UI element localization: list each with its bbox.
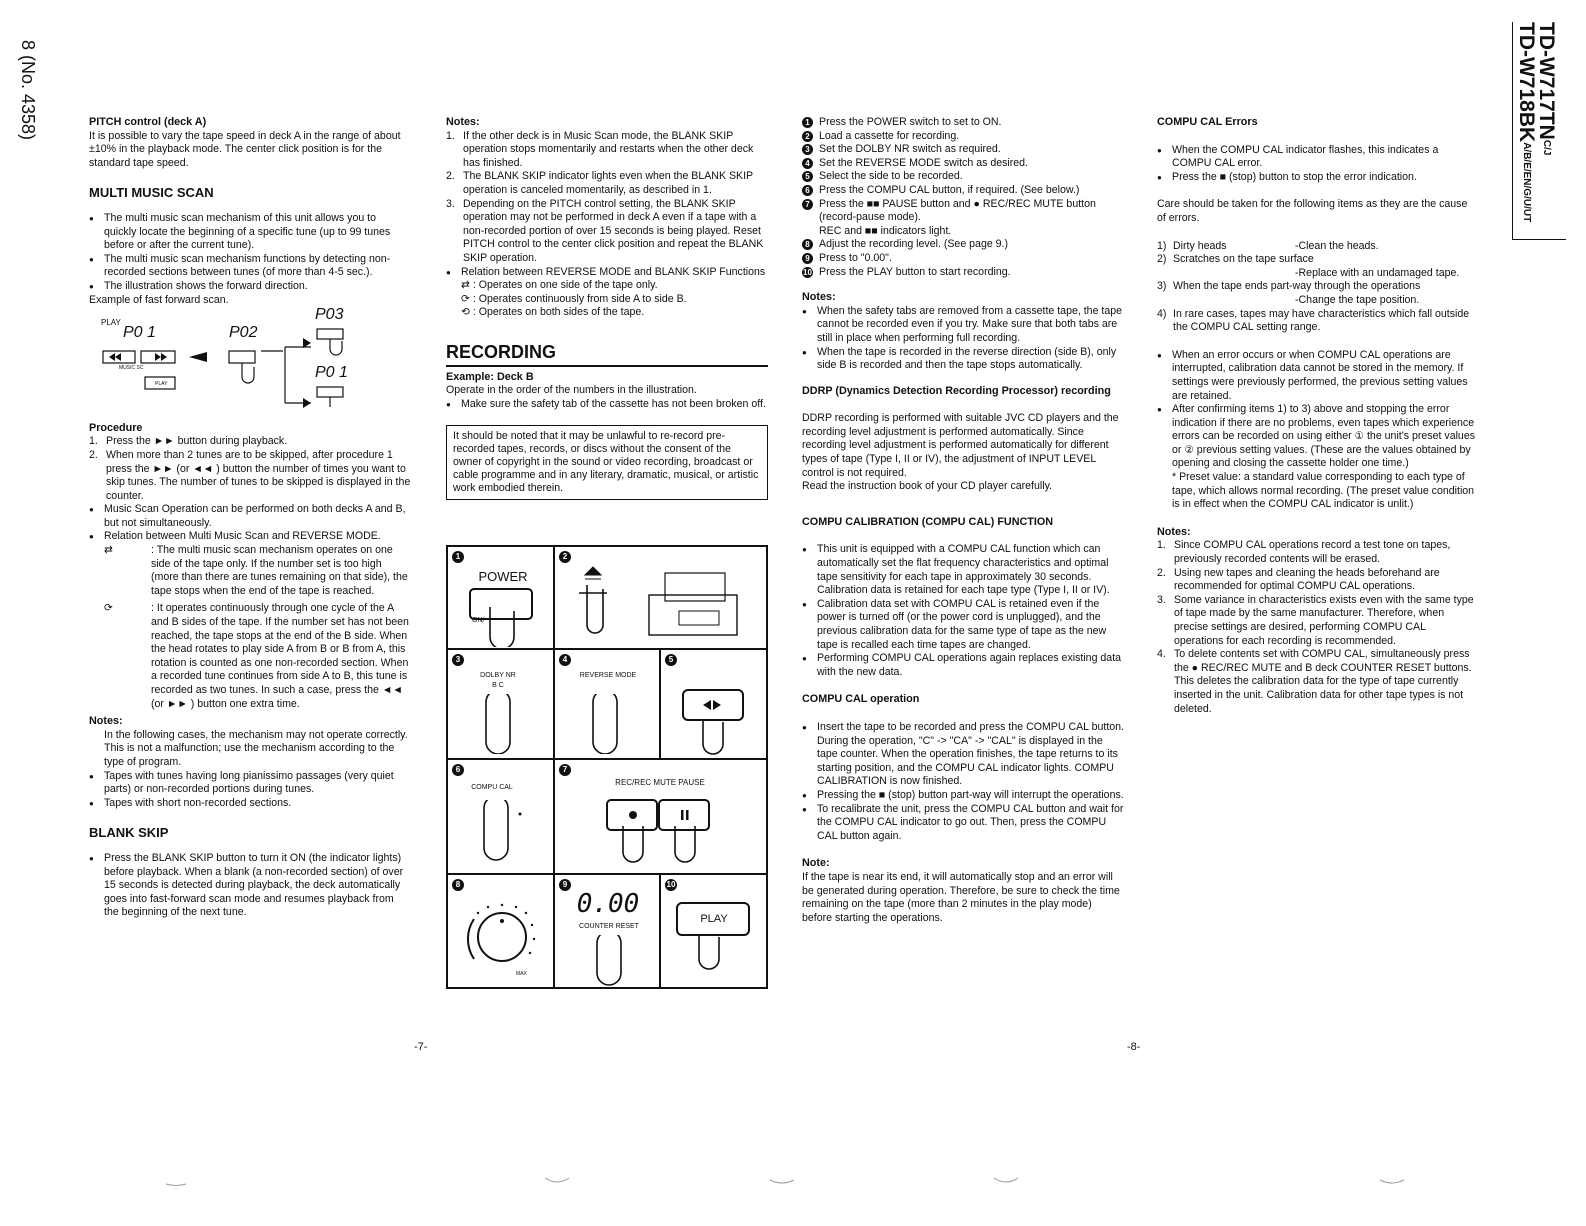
list-item: ● When an error occurs or when COMPU CAL operations are interrupted, calibration data cannot be stored in the memory. If settings were previously performed, the previous setting values are retained. — [1157, 349, 1477, 403]
step-number: 1 — [452, 551, 464, 563]
step-6-cell — [447, 759, 554, 874]
error-cause — [1173, 240, 1477, 254]
relation-item — [461, 306, 768, 320]
ddrp-text-2: Read the instruction book of your CD player carefully. — [802, 480, 1053, 493]
list-item — [802, 266, 1124, 280]
column-2 — [446, 116, 768, 514]
step-text: Adjust the recording level. (See page 9.) — [819, 238, 1009, 251]
list-item: ● Press the BLANK SKIP button to turn it ON (the indicator lights) before playback. When a blank (a non-recorded section) of over 15 seconds is detected during playback, the deck automatically goes into fast-forward scan mode and resumes playback from the beginning of the next tune. — [89, 852, 411, 920]
lcd-p02: P02 — [229, 324, 258, 342]
list-item: ● Tapes with short non-recorded sections. — [89, 797, 411, 811]
error-remedy: -Clean the heads. — [1295, 239, 1379, 252]
pitch-title: PITCH control (deck A) — [89, 116, 207, 128]
step-number: 10 — [803, 267, 812, 277]
step-3-cell — [447, 649, 554, 759]
finger-press-icon — [589, 935, 629, 989]
rec-pause-buttons-icon — [605, 796, 725, 872]
error-cause-row — [1157, 253, 1477, 280]
blank-skip-notes — [446, 130, 768, 266]
play-button-label: PLAY — [155, 381, 168, 388]
error-remedy: -Replace with an undamaged tape. — [1295, 266, 1460, 279]
list-item — [802, 198, 1124, 239]
continuous-icon: ⟳ — [104, 602, 113, 615]
list-item: ● Music Scan Operation can be performed on both decks A and B, but not simultaneously. — [89, 503, 411, 530]
column-3 — [802, 116, 1124, 925]
procedure-bullets — [89, 503, 411, 544]
relation-one-side-text: : The multi music scan mechanism operates on one side of the tape only. If the number set is too high (more than there are tunes remaining on that side), the tape stops when the end of the tape is reached. — [151, 544, 408, 597]
compu-cal-function-title: COMPU CALIBRATION (COMPU CAL) FUNCTION — [802, 515, 1054, 528]
notes-title: Notes: — [89, 715, 123, 728]
page-number-left: -7- — [414, 1041, 428, 1053]
relation-list — [446, 266, 768, 280]
list-item: ● When the tape is recorded in the reverse direction (side B), only side B is recorded and then the tape stops automatically. — [802, 346, 1124, 373]
step-text: Press the POWER switch to set to ON. — [819, 116, 1002, 128]
music-scan-label: MUSIC SC — [119, 365, 144, 372]
record-level-knob-icon — [464, 899, 544, 979]
compu-cal-bullets — [802, 543, 1124, 679]
finger-press-icon — [585, 694, 625, 754]
list-item: ● Press the ■ (stop) button to stop the error indication. — [1157, 171, 1477, 185]
header-rule-vertical — [1512, 22, 1513, 240]
step-number: 5 — [665, 654, 677, 666]
lcd-p01-b: P0 1 — [315, 364, 348, 382]
list-item — [802, 157, 1124, 171]
list-item: ● Performing COMPU CAL operations again replaces existing data with the new data. — [802, 652, 1124, 679]
step-text: Set the DOLBY NR switch as required. — [819, 143, 1001, 156]
pitch-text: It is possible to vary the tape speed in deck A in the range of about ±10% in the playback mode. The center click position is for the standard tape speed. — [89, 129, 401, 169]
error-key: 2) — [1157, 253, 1167, 266]
counter-display: 0.00 — [576, 889, 640, 919]
step-2-cell — [554, 546, 767, 649]
step-number: 4 — [559, 654, 571, 666]
step-number: 2 — [559, 551, 571, 563]
one-side-icon: ⇄ — [461, 279, 473, 292]
side-select-button-icon — [681, 686, 751, 756]
list-item: ● Insert the tape to be recorded and press the COMPU CAL button. During the operation, "C" -> "CA" -> "CAL" is displayed in the tape counter. When the operation finishes, the tape returns to its starting position, and the COMPU CAL indicator lights. COMPU CALIBRATION is now finished. — [802, 721, 1124, 789]
relation-continuous — [89, 602, 411, 711]
error-cause-row — [1157, 280, 1477, 307]
binding-marks — [0, 1172, 1586, 1192]
error-bullets — [1157, 144, 1477, 185]
finger-press-icon — [478, 694, 518, 754]
notes-bullets — [89, 770, 411, 811]
step-7-extra: REC and ■■ indicators light. — [819, 224, 952, 237]
counter-reset-label: COUNTER RESET — [579, 923, 639, 930]
step-number: 4 — [802, 158, 813, 169]
mms-bullets — [89, 212, 411, 294]
error-key: 4) — [1157, 307, 1167, 320]
step-number: 10 — [666, 880, 676, 889]
error-cause-row — [1157, 308, 1477, 335]
compu-cal-label: COMPU CAL — [471, 784, 513, 791]
blank-skip-title: BLANK SKIP — [89, 825, 169, 841]
list-item: ● Calibration data set with COMPU CAL is retained even if the power is turned off (or the power cord is unplugged), and the previous calibration data for the same type of tape as the new tape is recalled each time tapes are changed. — [802, 598, 1124, 652]
step-number: 7 — [559, 764, 571, 776]
list-item: ● Tapes with tunes having long pianissimo passages (very quiet parts) or non-recorded portions during tunes. — [89, 770, 411, 797]
preset-value-note: * Preset value: a standard value corresponding to each type of tape, which allows normal recording. (The preset value condition is in effect when the COMPU CAL indicator is unlit.) — [1172, 471, 1475, 511]
list-item: ● The multi music scan mechanism functions by detecting non-recorded sections between tunes (of more than 4-5 sec.). — [89, 253, 411, 280]
care-text: Care should be taken for the following items as they are the cause of errors. — [1157, 198, 1468, 224]
step-8-cell — [447, 874, 554, 988]
on-off-label: ON/ — [472, 617, 485, 624]
notes-intro: In the following cases, the mechanism may not operate correctly. This is not a malfunction; use the mechanism according to the type of program. — [104, 728, 408, 768]
relation-one-side — [89, 544, 411, 598]
eject-cassette-icon — [575, 563, 755, 647]
step-number: 2 — [802, 131, 813, 142]
list-item: ● This unit is equipped with a COMPU CAL function which can automatically set the flat frequency characteristics and optimal tape sensitivity for each tape in approximately 30 seconds. Calibration data is retained for each tape type (Type I, II or IV). — [802, 543, 1124, 597]
step-text: Press the ■■ PAUSE button and ● REC/REC MUTE button (record-pause mode). — [819, 197, 1096, 224]
page-side-label: 8 (No. 4358) — [18, 40, 38, 141]
step-number: 1 — [802, 117, 813, 128]
step-text: Press the COMPU CAL button, if required. (See below.) — [819, 183, 1080, 196]
ddrp-text: DDRP recording is performed with suitable JVC CD players and the recording level adjustment is performed automatically. Since recording level adjustment is performed automatically for different types of tape (Type I, II or IV), the adjustment of INPUT LEVEL control is not required. — [802, 412, 1119, 479]
list-item — [802, 184, 1124, 198]
example-caption: Example of fast forward scan. — [89, 293, 229, 306]
column-1 — [89, 116, 411, 920]
relation-continuous-text: : It operates continuously through one cycle of the A and B sides of the tape. If the number set has not been reached, the tape stops at the end of the B side. When the head rotates to play side A from B or B from A, this rotation is counted as one non-recorded section. When a recorded tune continues from side A to B, this tune is recorded as two tunes. In such a case, press the ◄◄ (or ►► ) button one extra time. — [151, 602, 409, 710]
recording-title: RECORDING — [446, 346, 768, 367]
step-text: Press to "0.00". — [819, 251, 892, 264]
continuous-icon: ⟳ — [461, 292, 473, 305]
list-item: If the other deck is in Music Scan mode, the BLANK SKIP operation stops momentarily and restarts when the other deck has finished. — [463, 129, 754, 169]
recording-steps — [802, 116, 1124, 279]
finger-press-icon — [476, 800, 526, 870]
list-item — [802, 170, 1124, 184]
copyright-notice: It should be noted that it may be unlawful to re-record pre-recorded tapes, records, or discs without the consent of the owner of copyright in the sound or video recording, broadcast or cable programme and in any literary, dramatic, musical, or artistic work embodied therein. — [446, 425, 768, 500]
procedure-title: Procedure — [89, 421, 143, 434]
error-cause-text: Dirty heads — [1173, 239, 1227, 252]
note-title: Note: — [802, 857, 830, 870]
error-handling-bullets — [1157, 349, 1477, 471]
power-label: POWER — [478, 569, 528, 584]
list-item: ● After confirming items 1) to 3) above and stopping the error indication if there are no problems, even tapes which experience errors can be recorded on using either ① the unit's preset values or ② previous setting values. (These are the values obtained by opening and closing the cassette holder one time.) — [1157, 403, 1477, 471]
model-line-2-suffix: A/B/E/EN/G/U/UT — [1521, 142, 1532, 223]
rec-mute-pause-label: REC/REC MUTE PAUSE — [615, 778, 705, 787]
procedure-steps — [89, 435, 411, 503]
max-label: MAX — [516, 971, 527, 977]
example-text: Operate in the order of the numbers in the illustration. — [446, 384, 697, 397]
error-cause — [1173, 280, 1477, 307]
error-cause-text: Scratches on the tape surface — [1173, 253, 1314, 266]
dolby-bc-label: B C — [492, 682, 504, 689]
step-number: 7 — [802, 199, 813, 210]
list-item: ● Relation between Multi Music Scan and REVERSE MODE. — [89, 530, 411, 544]
play-label: PLAY — [700, 913, 728, 925]
list-item: Since COMPU CAL operations record a test tone on tapes, previously recorded contents will be erased. — [1174, 539, 1451, 566]
reverse-mode-label: REVERSE MODE — [579, 672, 637, 679]
error-remedy: -Change the tape position. — [1295, 293, 1420, 306]
error-cause-row — [1157, 240, 1477, 254]
list-item: The BLANK SKIP indicator lights even when the BLANK SKIP operation is canceled momentarily, as described in 1. — [463, 170, 753, 196]
multi-music-scan-title: MULTI MUSIC SCAN — [89, 185, 214, 201]
dolby-nr-label: DOLBY NR — [480, 672, 516, 679]
error-key: 1) — [1157, 239, 1167, 252]
relation-item-text: : Operates continuously from side A to side B. — [472, 292, 687, 305]
list-item: ● Relation between REVERSE MODE and BLANK SKIP Functions — [446, 266, 768, 280]
header-rule-horizontal — [1512, 239, 1566, 240]
list-item: ● Make sure the safety tab of the cassette has not been broken off. — [446, 398, 768, 412]
list-item: ● To recalibrate the unit, press the COMPU CAL button and wait for the COMPU CAL indicator to go out. Then, press the COMPU CAL button again. — [802, 803, 1124, 844]
note-text: If the tape is near its end, it will automatically stop and an error will be generated during operation. Therefore, be sure to check the time remaining on the tape (more than 2 minutes in the play mode) before starting the operations. — [802, 870, 1120, 924]
list-item — [802, 130, 1124, 144]
list-item — [802, 252, 1124, 266]
step-number: 9 — [802, 253, 813, 264]
model-line-1-suffix: C/J — [1541, 139, 1552, 156]
error-cause-text: When the tape ends part-way through the operations — [1173, 280, 1421, 293]
model-line-1: TD-W717TN — [1535, 22, 1558, 140]
step-9-cell — [554, 874, 660, 988]
relation-item — [461, 279, 768, 293]
list-item: ● Pressing the ■ (stop) button part-way will interrupt the operations. — [802, 789, 1124, 803]
list-item: Using new tapes and cleaning the heads beforehand are recommended for optimal COMPU CAL operations. — [1174, 566, 1440, 593]
play-indicator-label: PLAY — [101, 318, 121, 328]
step-5-cell — [660, 649, 767, 759]
step-number: 6 — [452, 764, 464, 776]
column-4 — [1157, 116, 1477, 716]
compu-cal-notes — [1157, 539, 1477, 716]
notes-title: Notes: — [1157, 525, 1191, 538]
recording-steps-illustration — [446, 545, 768, 989]
list-item — [802, 116, 1124, 130]
step-number: 8 — [452, 879, 464, 891]
list-item: Some variance in characteristics exists even with the same type of tape made by the same manufacturer. Therefore, when precise settings are desired, performing COMPU CAL operations for each recording is recommended. — [1174, 593, 1474, 647]
list-item — [802, 143, 1124, 157]
step-text: Press the PLAY button to start recording. — [819, 265, 1011, 278]
fast-forward-scan-illustration — [89, 307, 369, 417]
compu-cal-errors-title: COMPU CAL Errors — [1157, 116, 1258, 128]
error-cause — [1173, 253, 1477, 280]
step-number: 9 — [559, 879, 571, 891]
model-header — [1516, 22, 1556, 222]
error-causes — [1157, 240, 1477, 335]
list-item: Press the ►► button during playback. — [106, 435, 288, 448]
step-number: 6 — [802, 185, 813, 196]
step-text: Set the REVERSE MODE switch as desired. — [819, 156, 1029, 169]
compu-cal-operation-title: COMPU CAL operation — [802, 693, 920, 706]
step-4-cell — [554, 649, 660, 759]
step-7-cell — [554, 759, 767, 874]
one-side-icon: ⇄ — [104, 544, 113, 557]
list-item: ● The multi music scan mechanism of this unit allows you to quickly locate the beginning of a specific tune (up to 99 tunes before or after the current tune). — [89, 212, 411, 253]
step-number: 8 — [802, 239, 813, 250]
list-item: ● The illustration shows the forward direction. — [89, 280, 411, 294]
step-number: 5 — [802, 171, 813, 182]
play-button-icon — [675, 899, 755, 979]
ddrp-title: DDRP (Dynamics Detection Recording Processor) recording — [802, 384, 1111, 397]
example-title: Example: Deck B — [446, 370, 534, 383]
model-line-2: TD-W718BK — [1515, 22, 1538, 143]
list-item: When more than 2 tunes are to be skipped, after procedure 1 press the ►► (or ◄◄ ) button the number of times you want to skip tunes. The number of tunes to be skipped is displayed in the counter. — [106, 448, 411, 502]
notes-title: Notes: — [802, 291, 836, 304]
step-text: Select the side to be recorded. — [819, 170, 963, 183]
error-key: 3) — [1157, 280, 1167, 293]
step-number: 3 — [452, 654, 464, 666]
step-1-cell — [447, 546, 554, 649]
list-item — [802, 238, 1124, 252]
list-item: To delete contents set with COMPU CAL, simultaneously press the ● REC/REC MUTE and B deck COUNTER RESET buttons. This deletes the calibration data for the type of tape currently inserted in the unit. Calibration data for other tape types is not deleted. — [1174, 648, 1472, 715]
lcd-p03: P03 — [315, 307, 344, 324]
notes-title: Notes: — [446, 116, 480, 128]
lcd-p01: P0 1 — [123, 324, 156, 342]
relation-item-text: : Operates on one side of the tape only. — [472, 279, 658, 292]
page-number-right: -8- — [1127, 1041, 1141, 1053]
relation-item — [461, 293, 768, 307]
recording-notes — [802, 305, 1124, 373]
compu-cal-operation-bullets — [802, 721, 1124, 843]
step-text: Load a cassette for recording. — [819, 129, 960, 142]
error-cause-text: In rare cases, tapes may have characteristics which fall outside the COMPU CAL setting range. — [1173, 307, 1470, 334]
example-bullets — [446, 398, 768, 412]
list-item: Depending on the PITCH control setting, the BLANK SKIP operation may not be performed in deck A even if a tape with a non-recorded portion of over 15 seconds is being played. Reset PITCH control to the center click position and repeat the BLANK SKIP operation. — [463, 197, 764, 264]
relation-items — [446, 279, 768, 320]
blank-skip-bullets — [89, 852, 411, 920]
step-number: 3 — [802, 144, 813, 155]
list-item: ● When the safety tabs are removed from a cassette tape, the tape cannot be recorded even if you try. Make sure that both tabs are still in place when performing full recording. — [802, 305, 1124, 346]
step-10-cell — [660, 874, 767, 988]
both-sides-icon: ⟲ — [461, 306, 473, 319]
list-item: ● When the COMPU CAL indicator flashes, this indicates a COMPU CAL error. — [1157, 144, 1477, 171]
relation-item-text: : Operates on both sides of the tape. — [472, 306, 645, 319]
